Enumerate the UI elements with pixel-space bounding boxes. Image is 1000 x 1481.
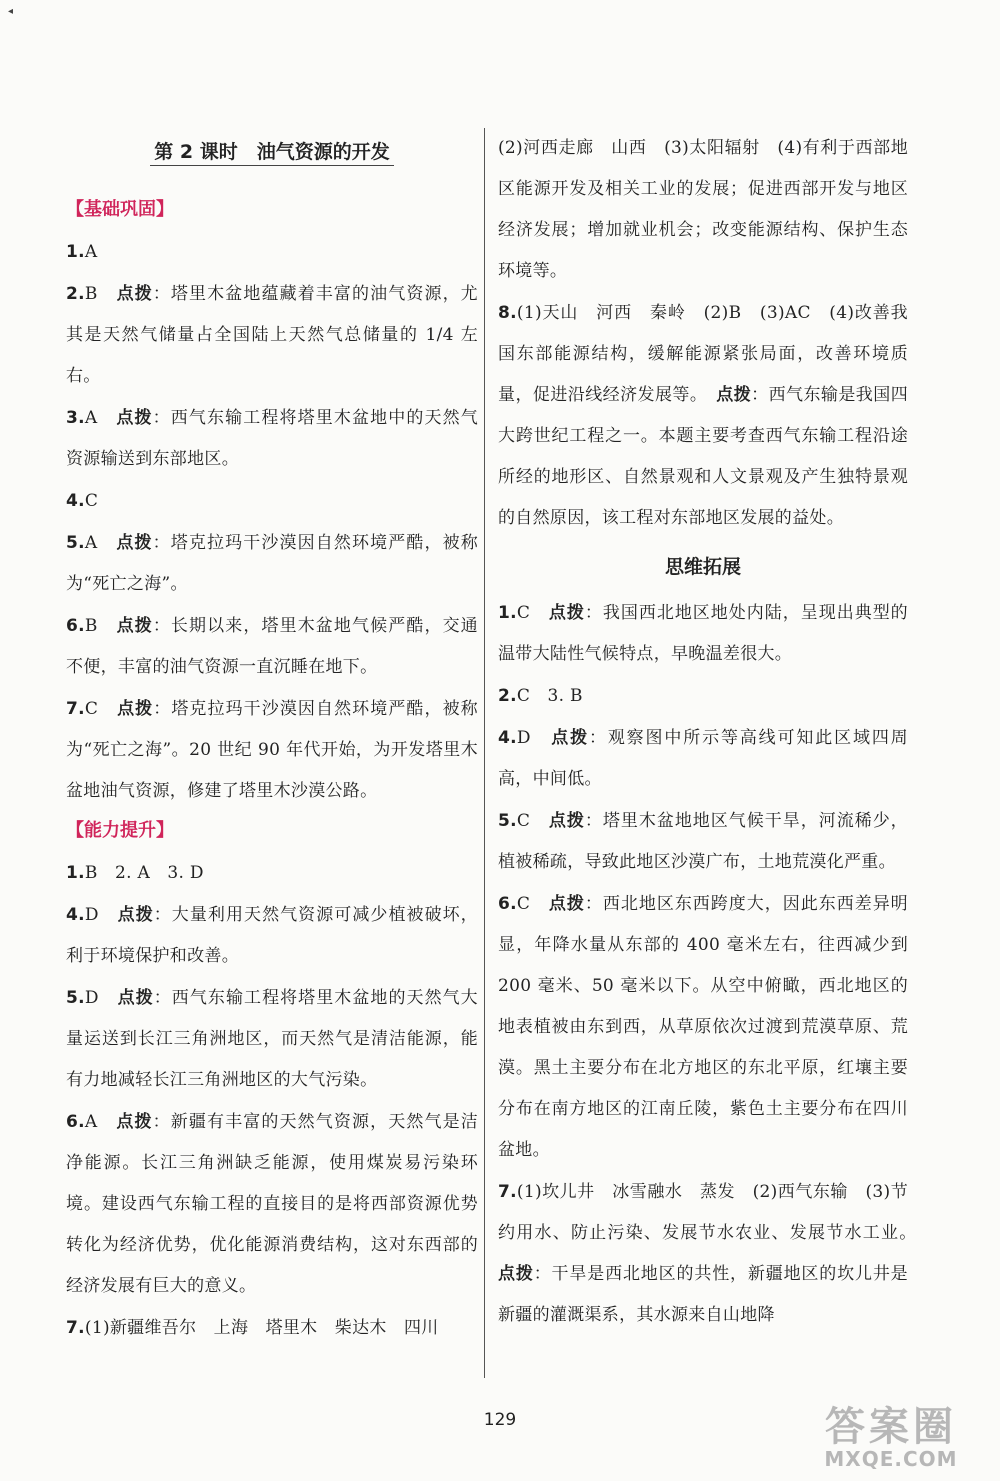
- answer-kw: 点拨: [117, 988, 154, 1008]
- answer-item: [498, 128, 908, 292]
- watermark-url: MXQE.COM: [824, 1447, 958, 1471]
- answer-num: 7.: [66, 1318, 85, 1338]
- left-column: [66, 128, 478, 1350]
- answer-kw: 点拨: [548, 811, 585, 831]
- lesson-title: 第 2 课时 油气资源的开发: [66, 128, 478, 176]
- answer-ans: (1)坎儿井 冰雪融水 蒸发 (2)西气东输 (3)节约用水、防止污染、发展节水农业、发展节水工业。: [498, 1182, 908, 1243]
- watermark-logo: [796, 1405, 986, 1473]
- thinking-section-heading: 思维拓展: [664, 556, 741, 578]
- answer-ans: (2)河西走廊 山西 (3)太阳辐射 (4)有利于西部地区能源开发及相关工业的发展；促进西部开发与地区经济发展；增加就业机会；改变能源结构、保护生态环境等。: [498, 138, 908, 281]
- corner-mark: ◂: [8, 6, 14, 17]
- thinking-answer-list: [498, 593, 908, 1336]
- answer-item: [498, 293, 908, 539]
- answer-kw: 点拨: [116, 616, 153, 636]
- answer-num: 6.: [498, 894, 517, 914]
- answer-ans: C: [516, 603, 531, 623]
- answer-num: 4.: [66, 905, 85, 925]
- answer-ans: D: [516, 728, 531, 748]
- answer-ans: C: [516, 894, 531, 914]
- answer-item: [66, 1102, 478, 1307]
- ability-section-tag: 【能力提升】: [66, 820, 174, 841]
- answer-item: [66, 978, 478, 1101]
- answer-ans: D: [84, 905, 99, 925]
- answer-text: ：西气东输工程将塔里木盆地中的天然气资源输送到东部地区。: [66, 408, 478, 469]
- page-number: 129: [483, 1410, 517, 1430]
- answer-item: [498, 884, 908, 1171]
- answer-item: [498, 676, 908, 717]
- answer-kw: 点拨: [116, 533, 153, 553]
- answer-text: ：新疆有丰富的天然气资源，天然气是洁净能源。长江三角洲缺乏能源，使用煤炭易污染环境。建设西气东输工程的直接目的是将西部资源优势转化为经济优势，优化能源消费结构，这对东西部的经济发展有巨大的意义。: [66, 1112, 478, 1296]
- answer-item: [498, 801, 908, 883]
- answer-ans: C: [84, 491, 99, 511]
- right-column: [498, 128, 908, 1337]
- answer-kw: 点拨: [117, 699, 154, 719]
- answer-ans: B 2. A 3. D: [84, 863, 204, 883]
- answer-text: ：西气东输是我国四大跨世纪工程之一。本题主要考查西气东输工程沿途所经的地形区、自然景观和人文景观及产生独特景观的自然原因，该工程对东部地区发展的益处。: [498, 385, 908, 528]
- answer-ans: B: [84, 616, 98, 636]
- answer-item: [66, 523, 478, 605]
- answer-text: ：塔里木盆地地区气候干旱，河流稀少，植被稀疏，导致此地区沙漠广布，土地荒漠化严重。: [498, 811, 908, 872]
- watermark-text: 答案圈: [825, 1404, 957, 1450]
- answer-item: [66, 398, 478, 480]
- answer-num: 6.: [66, 616, 85, 636]
- answer-ans: C: [84, 699, 99, 719]
- basic-section-tag: 【基础巩固】: [66, 199, 174, 220]
- answer-text: ：塔里木盆地蕴藏着丰富的油气资源，尤其是天然气储量占全国陆上天然气总储量的 1/4 左右。: [66, 284, 478, 386]
- answer-ans: A: [84, 1112, 98, 1132]
- answer-item: [66, 481, 478, 522]
- answer-num: 1.: [498, 603, 517, 623]
- answer-num: 8.: [498, 303, 517, 323]
- answer-text: ：观察图中所示等高线可知此区域四周高，中间低。: [498, 728, 908, 789]
- answer-text: ：大量利用天然气资源可减少植被破坏，利于环境保护和改善。: [66, 905, 478, 966]
- answer-kw: 点拨: [116, 408, 153, 428]
- basic-answer-list: [66, 232, 478, 812]
- answer-ans: (1)天山 河西 秦岭 (2)B (3)AC (4)改善我国东部能源结构，缓解能源紧张局面，改善环境质量，促进沿线经济发展等。: [498, 303, 908, 405]
- answer-kw: 点拨: [551, 728, 589, 748]
- answer-kw: 点拨: [548, 603, 585, 623]
- answer-ans: D: [84, 988, 99, 1008]
- answer-item: [66, 606, 478, 688]
- answer-num: 3.: [66, 408, 85, 428]
- column-divider: [484, 128, 485, 1378]
- answer-text: ：长期以来，塔里木盆地气候严酷，交通不便，丰富的油气资源一直沉睡在地下。: [66, 616, 478, 677]
- answer-text: ：塔克拉玛干沙漠因自然环境严酷，被称为“死亡之海”。: [66, 533, 478, 594]
- answer-ans: B: [84, 284, 98, 304]
- answer-text: ：西北地区东西跨度大，因此东西差异明显，年降水量从东部的 400 毫米左右，往西减少到 200 毫米、50 毫米以下。从空中俯瞰，西北地区的地表植被由东到西，从草原依次过渡到荒漠草原、荒漠。黑土主要分布在北方地区的东北平原，红壤主要分布在南方地区的江南丘陵，紫色土主要分布在四川盆地。: [498, 894, 908, 1160]
- answer-num: 4.: [66, 491, 85, 511]
- answer-kw: 点拨: [716, 385, 752, 405]
- answer-text: ：我国西北地区地处内陆，呈现出典型的温带大陆性气候特点，早晚温差很大。: [498, 603, 908, 664]
- answer-item: [66, 689, 478, 812]
- answer-kw: 点拨: [548, 894, 585, 914]
- answer-ans: A: [84, 242, 98, 262]
- answer-num: 1.: [66, 863, 85, 883]
- ability-answer-list: [66, 853, 478, 1349]
- answer-ans: (1)新疆维吾尔 上海 塔里木 柴达木 四川: [84, 1318, 439, 1338]
- answer-num: 2.: [66, 284, 85, 304]
- answer-num: 7.: [66, 699, 85, 719]
- answer-num: 5.: [66, 533, 85, 553]
- answer-num: 5.: [498, 811, 517, 831]
- answer-item: [66, 232, 478, 273]
- answer-item: [66, 1308, 478, 1349]
- answer-item: [66, 853, 478, 894]
- answer-kw: 点拨: [117, 905, 154, 925]
- answer-num: 2.: [498, 686, 517, 706]
- answer-ans: C: [516, 811, 531, 831]
- continued-answer-list: [498, 128, 908, 539]
- answer-kw: 点拨: [116, 1112, 153, 1132]
- answer-num: 5.: [66, 988, 85, 1008]
- answer-item: [498, 593, 908, 675]
- answer-item: [66, 895, 478, 977]
- answer-num: 7.: [498, 1182, 517, 1202]
- answer-item: [66, 274, 478, 397]
- answer-item: [498, 718, 908, 800]
- answer-num: 4.: [498, 728, 517, 748]
- answer-item: [498, 1172, 908, 1336]
- answer-text: ：西气东输工程将塔里木盆地的天然气大量运送到长江三角洲地区，而天然气是清洁能源，能有力地减轻长江三角洲地区的大气污染。: [66, 988, 478, 1090]
- answer-num: 6.: [66, 1112, 85, 1132]
- answer-kw: 点拨: [116, 284, 153, 304]
- answer-kw: 点拨: [498, 1264, 534, 1284]
- answer-ans: C 3. B: [516, 686, 583, 706]
- answer-ans: A: [84, 533, 98, 553]
- answer-text: ：干旱是西北地区的共性，新疆地区的坎儿井是新疆的灌溉渠系，其水源来自山地降: [498, 1264, 908, 1325]
- answer-ans: A: [84, 408, 98, 428]
- answer-num: 1.: [66, 242, 85, 262]
- answer-text: ：塔克拉玛干沙漠因自然环境严酷，被称为“死亡之海”。20 世纪 90 年代开始，为开发塔里木盆地油气资源，修建了塔里木沙漠公路。: [66, 699, 478, 801]
